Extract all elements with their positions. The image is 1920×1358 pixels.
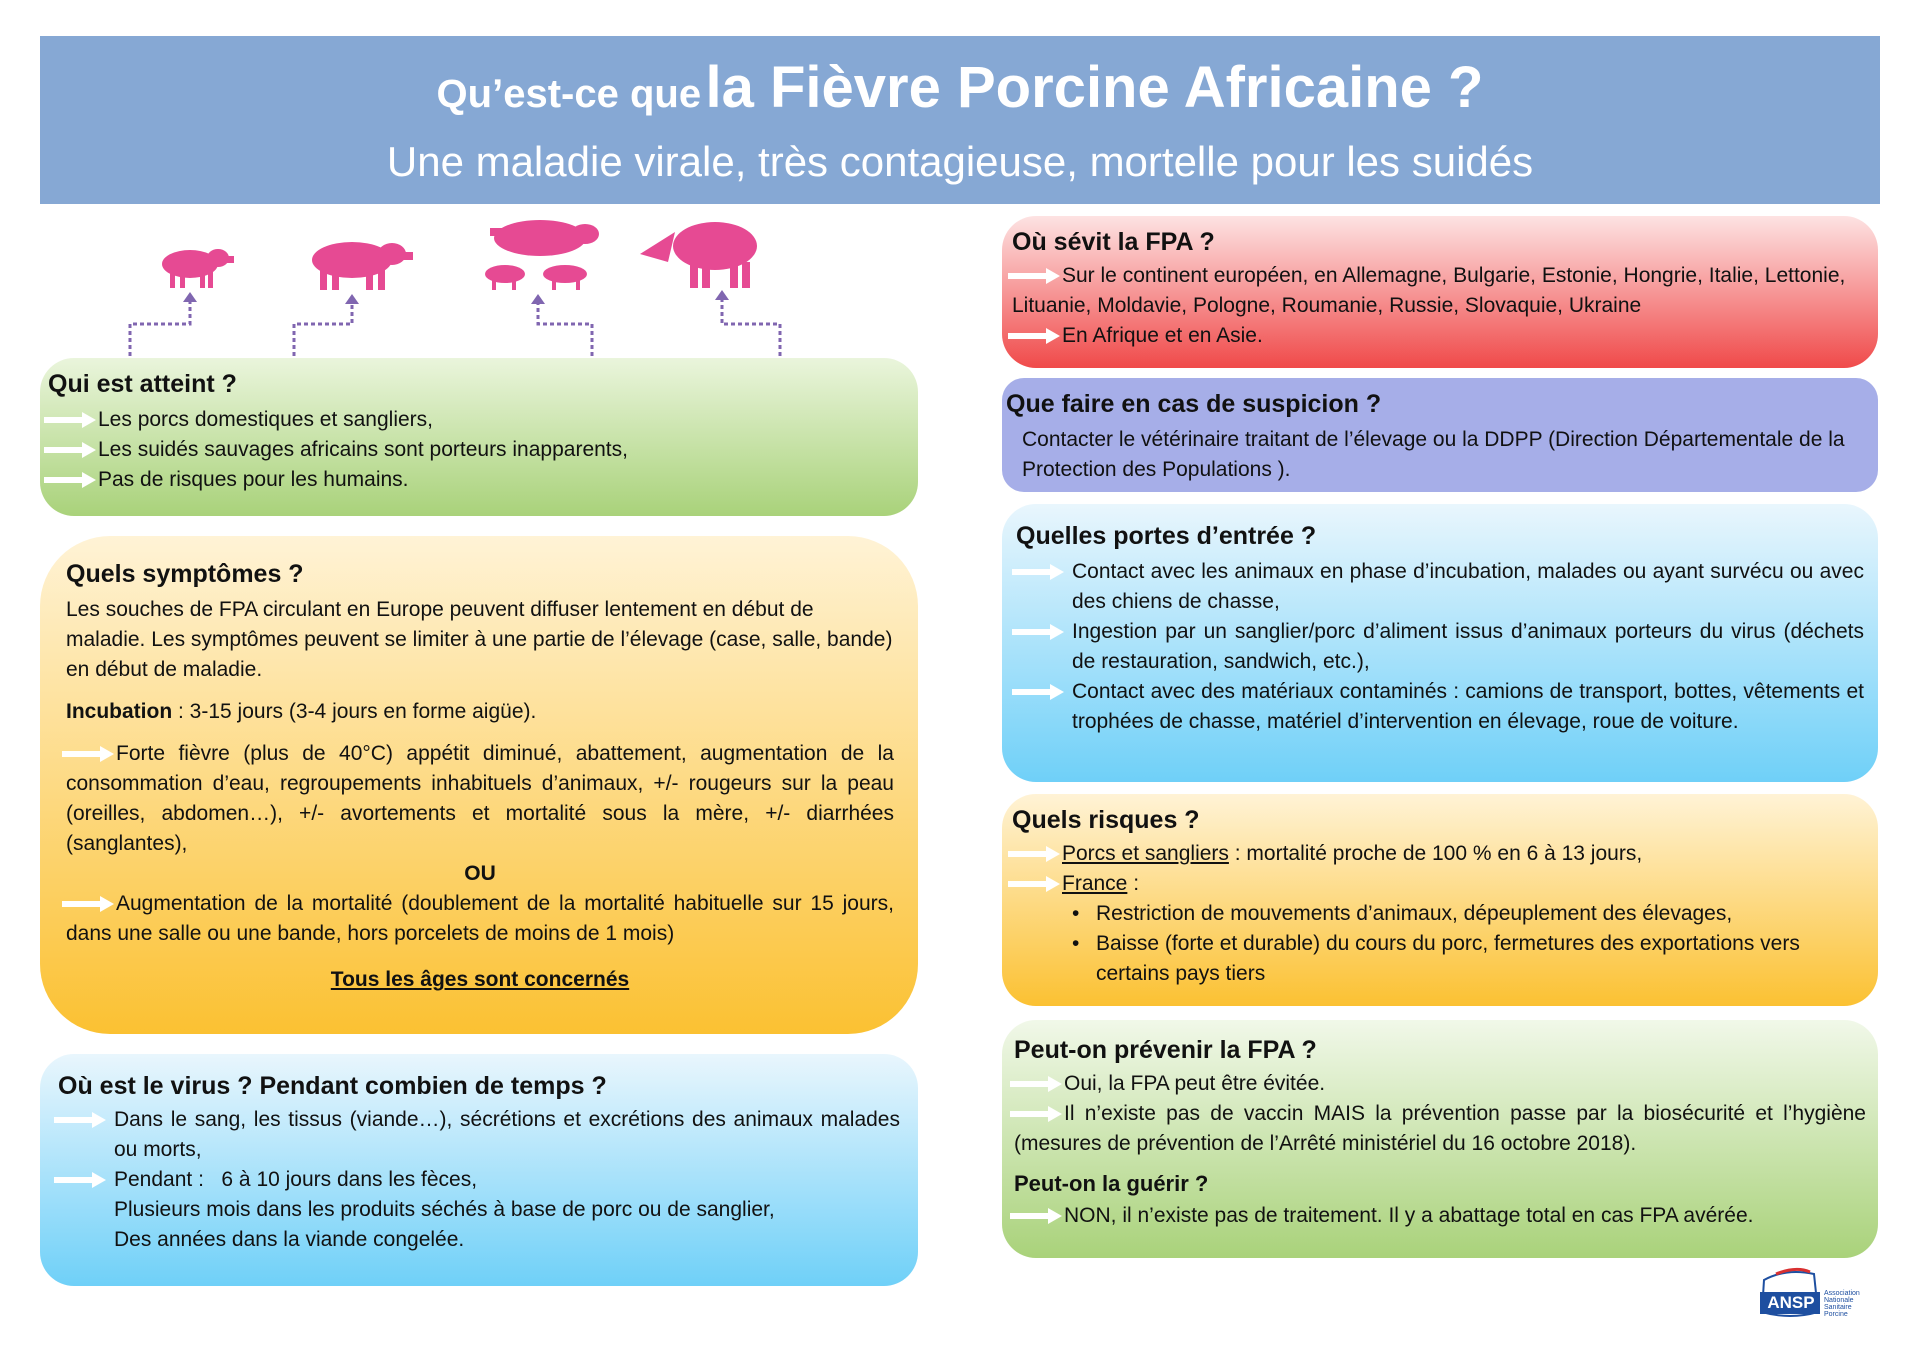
arrow-icon [1008, 839, 1062, 869]
symptomes-footer: Tous les âges sont concernés [330, 968, 630, 991]
page-title: Qu’est-ce que la Fièvre Porcine Africaine ? [436, 55, 1484, 120]
header-banner [40, 36, 1880, 204]
guerir-title: Peut-on la guérir ? [1014, 1171, 1209, 1196]
list-item: Les porcs domestiques et sangliers, [48, 405, 910, 435]
list-item: Les suidés sauvages africains sont porteurs inapparents, [48, 435, 910, 465]
arrow-icon [1010, 1099, 1064, 1129]
list-item: Dans le sang, les tissus (viande…), sécrétions et excrétions des animaux malades ou morts, [58, 1105, 900, 1165]
qui-atteint-box [40, 358, 918, 516]
list-item: Porcs et sangliers : mortalité proche de 100 % en 6 à 13 jours, [1012, 839, 1868, 869]
virus-title: Où est le virus ? Pendant combien de temps ? [58, 1072, 607, 1100]
boar-icon [640, 222, 757, 288]
arrow-icon [44, 405, 98, 435]
logo-name: Association Nationale Sanitaire Porcine [1824, 1290, 1860, 1318]
arrow-icon [1008, 261, 1062, 291]
arrow-icon [1012, 617, 1066, 647]
arrow-icon [44, 465, 98, 495]
list-item: Pendant : 6 à 10 jours dans les fèces, [58, 1165, 900, 1195]
ansp-logo [1756, 1266, 1886, 1326]
arrow-icon [54, 1165, 108, 1195]
virus-line-4: Des années dans la viande congelée. [114, 1228, 465, 1251]
incubation-line: Incubation : 3-15 jours (3-4 jours en forme aigüe). [66, 700, 537, 723]
list-item: NON, il n’existe pas de traitement. Il y a abattage total en cas FPA avérée. [1014, 1201, 1866, 1231]
portes-box [1002, 504, 1878, 782]
ou-sevit-title: Où sévit la FPA ? [1012, 228, 1215, 256]
list-item: Il n’existe pas de vaccin MAIS la prévention passe par la biosécurité et l’hygiène (mesures de prévention de l’Arrêté ministériel du 16 octobre 2018). [1014, 1099, 1866, 1159]
list-item: Ingestion par un sanglier/porc d’aliment issus d’animaux porteurs du virus (déchets de restauration, sandwich, etc.), [1016, 617, 1864, 677]
arrow-icon [62, 739, 116, 769]
arrow-icon [54, 1105, 108, 1135]
symptomes-title: Quels symptômes ? [66, 560, 304, 588]
arrow-icon [1012, 557, 1066, 587]
list-item: Contact avec les animaux en phase d’incubation, malades ou ayant survécu ou avec des chiens de chasse, [1016, 557, 1864, 617]
risques-title: Quels risques ? [1012, 806, 1200, 834]
list-item: Pas de risques pour les humains. [48, 465, 910, 495]
list-item: Contact avec des matériaux contaminés : camions de transport, bottes, vêtements et trophées de chasse, matériel d’intervention en élevage, roue de voiture. [1016, 677, 1864, 737]
arrow-icon [62, 889, 116, 919]
arrow-icon [1012, 677, 1066, 707]
risques-box [1002, 794, 1878, 1006]
portes-title: Quelles portes d’entrée ? [1016, 522, 1317, 550]
list-item: En Afrique et en Asie. [1012, 321, 1864, 351]
pig-icon [312, 242, 413, 290]
symptomes-intro: Les souches de FPA circulant en Europe peuvent diffuser lentement en début de maladie. Les symptômes peuvent se limiter à une partie de l’élevage (case, salle, bande) en début de maladie. [66, 598, 893, 681]
arrow-icon [1008, 321, 1062, 351]
suspicion-title: Que faire en cas de suspicion ? [1006, 390, 1382, 418]
arrow-icon [1010, 1201, 1064, 1231]
arrow-icon [1008, 869, 1062, 899]
bullet-item: • Restriction de mouvements d’animaux, dépeuplement des élevages, [1012, 899, 1868, 929]
piglet-icon [162, 249, 234, 288]
virus-line-3: Plusieurs mois dans les produits séchés à base de porc ou de sanglier, [114, 1198, 775, 1221]
list-item: Sur le continent européen, en Allemagne, Bulgarie, Estonie, Hongrie, Italie, Lettonie, Lituanie, Moldavie, Pologne, Roumanie, Russie, Slovaquie, Ukraine [1012, 261, 1864, 321]
virus-box [40, 1054, 918, 1286]
suspicion-box [1002, 378, 1878, 492]
pigs-illustration [120, 206, 800, 356]
list-item: Oui, la FPA peut être évitée. [1014, 1069, 1866, 1099]
prevenir-title: Peut-on prévenir la FPA ? [1014, 1036, 1317, 1064]
sow-with-piglets-icon [485, 220, 599, 290]
logo-abbr: ANSP [1767, 1293, 1815, 1312]
ou-sevit-box [1002, 216, 1878, 368]
bullet-item: • Baisse (forte et durable) du cours du porc, fermetures des exportations vers certains pays tiers [1012, 929, 1868, 989]
list-item: France : [1012, 869, 1868, 899]
arrow-icon [44, 435, 98, 465]
page-subtitle: Une maladie virale, très contagieuse, mortelle pour les suidés [386, 138, 1534, 185]
ou-separator: OU [464, 862, 496, 885]
symptomes-box [40, 536, 918, 1034]
list-item: Augmentation de la mortalité (doublement de la mortalité habituelle sur 15 jours, dans une salle ou une bande, hors porcelets de moins de 1 mois) [66, 889, 894, 949]
suspicion-text: Contacter le vétérinaire traitant de l’élevage ou la DDPP (Direction Départementale de la Protection des Populations ). [1022, 428, 1845, 481]
list-item: Forte fièvre (plus de 40°C) appétit diminué, abattement, augmentation de la consommation d’eau, regroupements inhabituels d’animaux, +/- rougeurs sur la peau (oreilles, abdomen…), +/- avortements et mortalité sous la mère, +/- diarrhées (sanglantes), [66, 739, 894, 859]
prevenir-box [1002, 1020, 1878, 1258]
arrow-icon [1010, 1069, 1064, 1099]
qui-atteint-title: Qui est atteint ? [48, 370, 237, 398]
